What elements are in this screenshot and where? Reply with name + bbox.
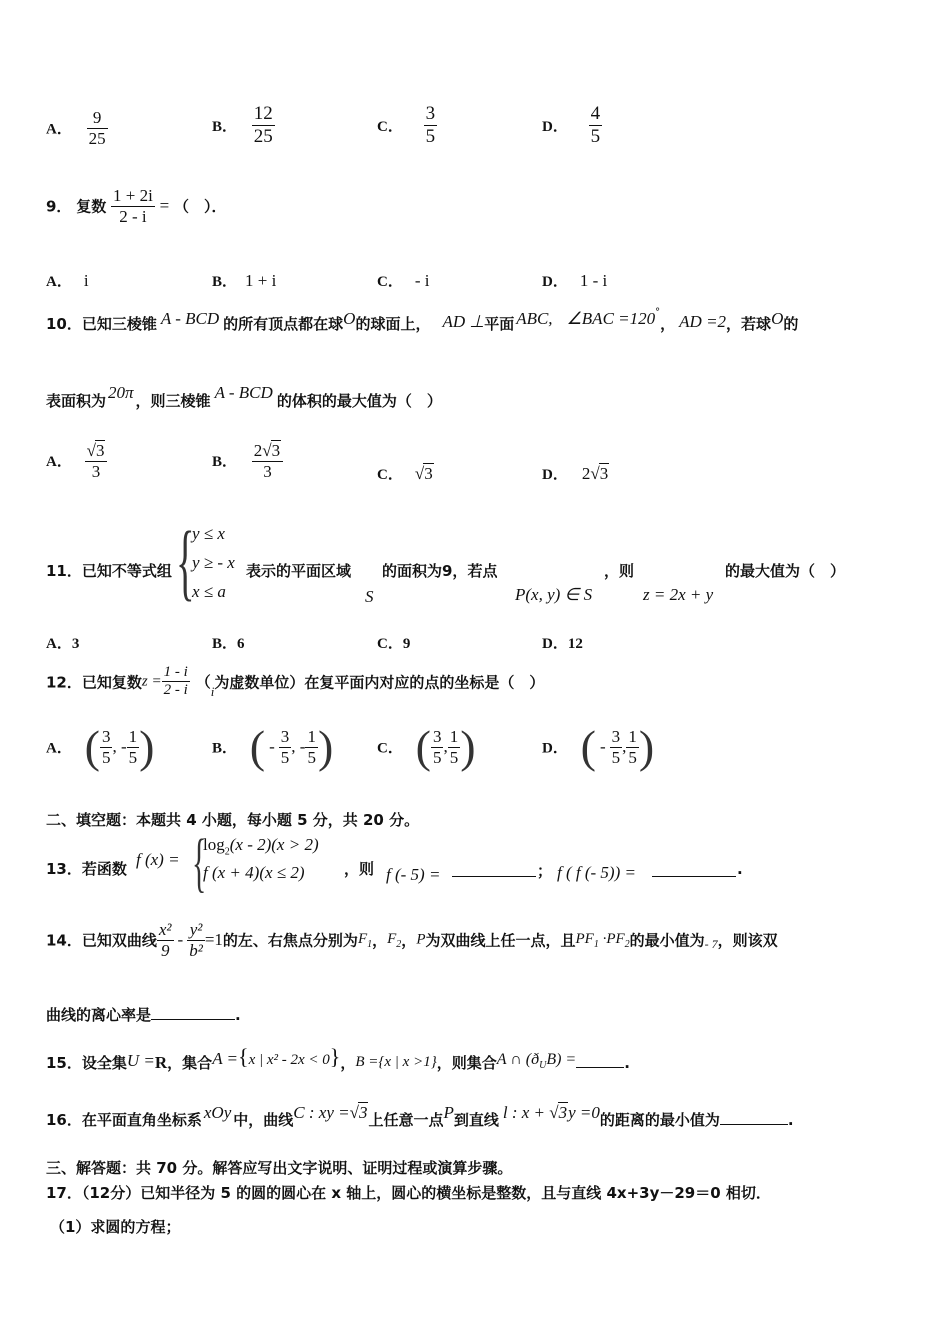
fraction: $\frac{9}{25}$: [88, 108, 106, 148]
question-10-line-1: 10．已知三棱锥 A - BCD 的所有顶点都在球O的球面上， AD ⊥平面 ABC, ∠BAC =120°， AD =2，若球O的: [46, 307, 799, 333]
question-11-text: ，则: [604, 562, 635, 580]
answer-blank-2[interactable]: [652, 876, 736, 877]
question-13-label: 13．若函数: [46, 860, 127, 878]
fraction: $\frac{1 + 2i}{2 - i}$: [113, 186, 153, 226]
answer-blank[interactable]: [151, 1005, 235, 1020]
q8-option-a: [46, 108, 108, 148]
answer-blank[interactable]: [720, 1110, 788, 1125]
equals-sign: =: [159, 196, 170, 216]
fraction: $\frac{3}{5}$: [425, 103, 436, 147]
fraction: $\frac{4}{5}$: [590, 103, 601, 147]
question-17-part-1: （1）求圆的方程；: [50, 1218, 181, 1236]
question-text: 复数: [76, 197, 107, 216]
answer-blank-1[interactable]: [452, 876, 536, 877]
section-heading-fill-in: 二、填空题：本题共 4 小题，每小题 5 分，共 20 分。: [46, 811, 420, 829]
q10-option-a: A． $\frac{√3}{3}$: [46, 440, 107, 481]
question-16: 16．在平面直角坐标系 xOy 中，曲线C : xy =√3上任意一点P到直线 l : x + √3y =0的距离的最小值为 .: [46, 1103, 794, 1129]
question-14-line-2: 曲线的离心率是 .: [46, 1006, 241, 1024]
q10-option-b: B． $\frac{2√3}{3}$: [212, 440, 283, 481]
question-13-separator: ；: [537, 862, 553, 880]
q11-option-d: D．12: [542, 636, 583, 652]
q8-option-b: [212, 103, 275, 148]
question-15: 15．设全集U =R，集合A ={x | x² - 2x < 0}，B ={x | x >1}，则集合A ∩ $(ð_UB)$ = .: [46, 1044, 630, 1072]
question-10-line-2: 表面积为 20π ，则三棱锥 A - BCD 的体积的最大值为（ ）: [46, 383, 442, 410]
fraction: $\frac{1 - i}{2 - i}$: [163, 664, 188, 699]
question-11-text: 的最大值为（ ）: [725, 562, 846, 580]
option-label: B．: [212, 118, 238, 135]
q12-option-b: B． ( - $\frac{3}{5}$ , - $\frac{1}{5}$ ): [212, 721, 334, 772]
option-label: C．: [377, 118, 403, 135]
q12-option-a: A． ( $\frac{3}{5}$ , - $\frac{1}{5}$ ): [46, 721, 155, 772]
inequality-3: x ≤ a: [192, 582, 226, 601]
question-17-stem: 17．（12分）已知半径为 5 的圆的圆心在 x 轴上，圆心的横坐标是整数，且与直线 4x+3y－29＝0 相切．: [46, 1184, 771, 1202]
q8-option-c: [377, 103, 437, 148]
section-heading-solutions: 三、解答题：共 70 分。解答应写出文字说明、证明过程或演算步骤。: [46, 1159, 513, 1177]
q10-option-d: D． 2√3: [542, 464, 609, 483]
q11-option-a: A．3: [46, 636, 80, 652]
function-name: f (x) =: [136, 850, 180, 869]
q11-option-c: C．9: [377, 636, 411, 652]
question-12: 12．已知复数z = $\frac{1 - i}{2 - i}$ （i为虚数单位）在复平面内对应的点的坐标是（ ）: [46, 664, 545, 699]
expression-f-minus-5: f (- 5) =: [386, 865, 441, 884]
q9-option-d: D． 1 - i: [542, 271, 608, 290]
option-label: D．: [542, 118, 568, 135]
question-13-end: .: [737, 860, 743, 878]
objective-expression: z = 2x + y: [643, 585, 714, 604]
fraction: $\frac{12}{25}$: [253, 103, 273, 147]
fraction: $\frac{√3}{3}$: [85, 440, 108, 481]
q11-option-b: B．6: [212, 636, 245, 652]
region-symbol: S: [365, 587, 374, 606]
question-11: 11．已知不等式组: [46, 562, 172, 580]
question-tail: （ ）．: [173, 197, 227, 216]
q10-option-c: C． √3: [377, 464, 433, 483]
fraction: $\frac{2√3}{3}$: [252, 440, 283, 481]
option-label: A．: [46, 121, 72, 138]
q9-option-a: A． i: [46, 271, 89, 290]
piecewise-case-2: f (x + 4)(x ≤ 2): [203, 863, 305, 882]
q12-option-d: D． ( - $\frac{3}{5}$ , $\frac{1}{5}$ ): [542, 721, 655, 772]
question-13-text: ，则: [344, 860, 375, 878]
q12-option-c: C． ( $\frac{3}{5}$ , $\frac{1}{5}$ ): [377, 721, 476, 772]
q8-option-d: [542, 103, 602, 148]
q9-option-b: B． 1 + i: [212, 271, 277, 290]
question-11-text: 表示的平面区域: [246, 562, 352, 580]
question-14-line-1: 14．已知双曲线 $\frac{\text{x²}}{9}$ - $\frac{\text{y²}}{\text{b²}}$ =1的左、右焦点分别为$F_1$，$F_2$，P为双曲线上任一点，且$PF_1 \cdot PF_2$的最小值为$_{- 7}$，则该双: [46, 920, 778, 960]
question-number: 9．: [46, 197, 72, 216]
point-expression: P(x, y) ∈ S: [515, 585, 593, 604]
question-11-text: 的面积为9，若点: [382, 562, 498, 580]
inequality-2: y ≥ - x: [192, 553, 235, 572]
piecewise-brace: {: [192, 826, 207, 899]
inequality-1: y ≤ x: [192, 524, 225, 543]
question-9: [46, 186, 227, 226]
system-brace: {: [176, 513, 195, 609]
answer-blank[interactable]: [576, 1053, 624, 1068]
piecewise-case-1: $\log_2(x - 2)(x > 2)$: [203, 835, 319, 858]
expression-ff-minus-5: f ( f (- 5)) =: [557, 863, 636, 882]
q9-option-c: C． - i: [377, 271, 430, 290]
